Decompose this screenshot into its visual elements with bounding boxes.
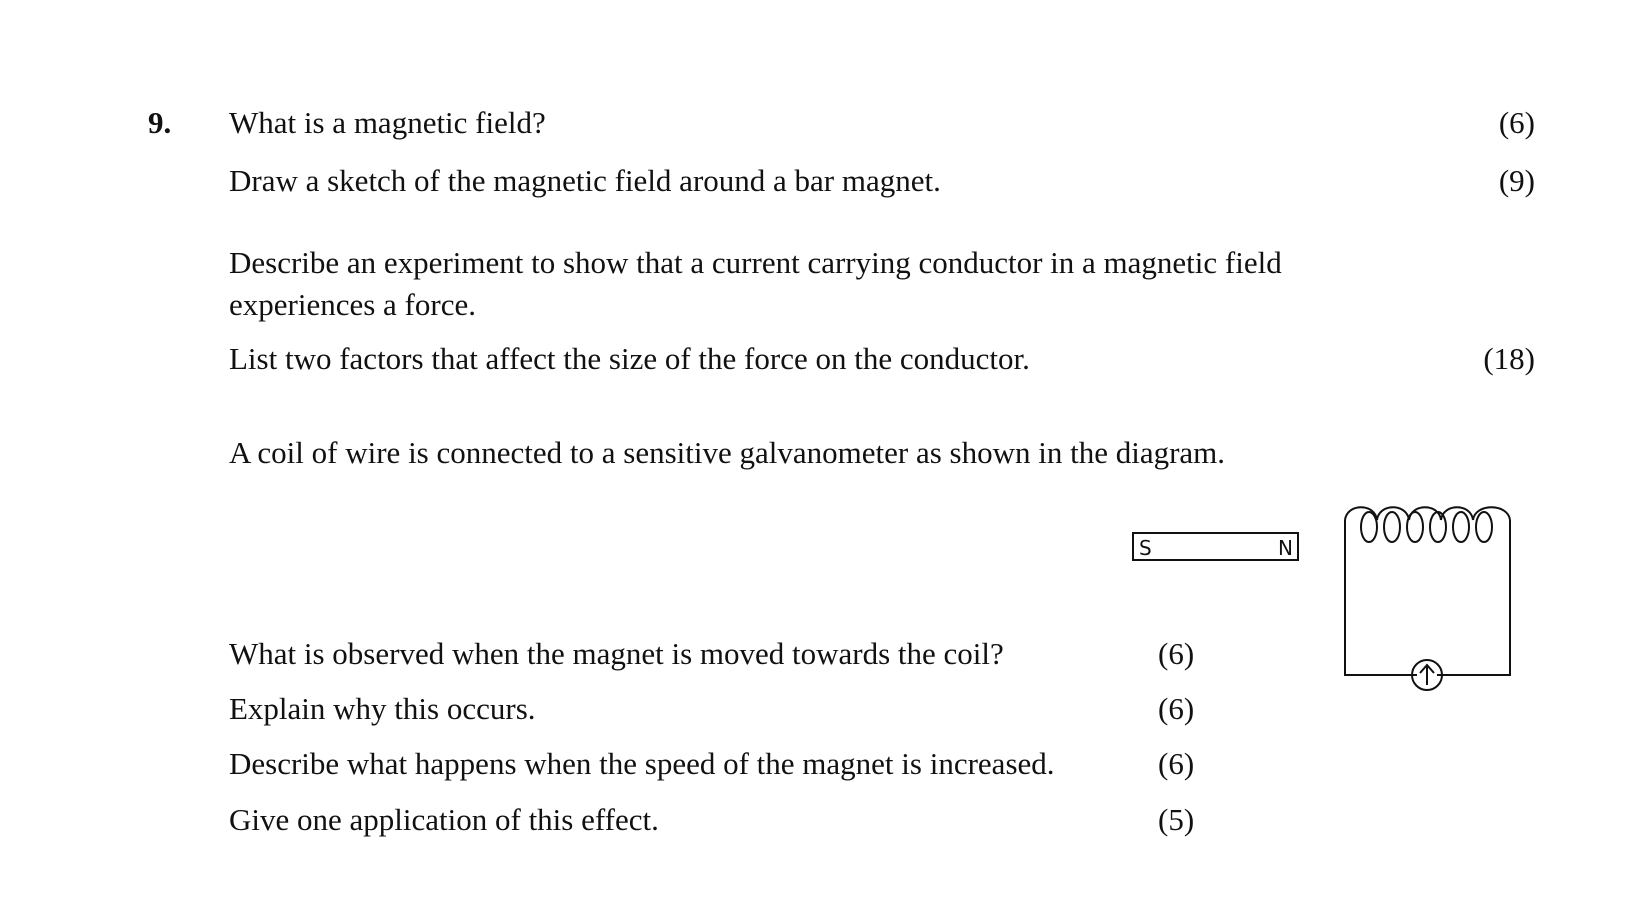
- question-line: Describe an experiment to show that a current carrying conductor in a magnetic field: [229, 245, 1282, 280]
- marks-label: (6): [1158, 636, 1195, 671]
- question-line: Draw a sketch of the magnetic field around a bar magnet.: [229, 163, 941, 198]
- magnet-south-label: S: [1139, 536, 1152, 560]
- coil-icon: [1345, 507, 1510, 542]
- question-line: Describe what happens when the speed of the magnet is increased.: [229, 746, 1055, 781]
- question-line: A coil of wire is connected to a sensitive galvanometer as shown in the diagram.: [229, 435, 1226, 470]
- question-line: experiences a force.: [229, 287, 476, 322]
- marks-label: (18): [1483, 341, 1535, 376]
- marks-label: (6): [1498, 105, 1535, 140]
- question-line: Explain why this occurs.: [229, 691, 536, 726]
- circuit-wire: [1345, 520, 1510, 675]
- question-line: What is a magnetic field?: [229, 105, 546, 140]
- bar-magnet: [1133, 533, 1298, 560]
- marks-label: (6): [1158, 746, 1195, 781]
- question-line: Give one application of this effect.: [229, 802, 659, 837]
- marks-label: (5): [1158, 802, 1195, 837]
- question-line: List two factors that affect the size of the force on the conductor.: [229, 341, 1030, 376]
- marks-label: (9): [1498, 163, 1535, 198]
- question-number: 9.: [148, 105, 172, 140]
- question-line: What is observed when the magnet is moved towards the coil?: [229, 636, 1004, 671]
- coil-galvanometer-diagram: [1125, 505, 1535, 695]
- magnet-north-label: N: [1278, 536, 1293, 560]
- marks-label: (6): [1158, 691, 1195, 726]
